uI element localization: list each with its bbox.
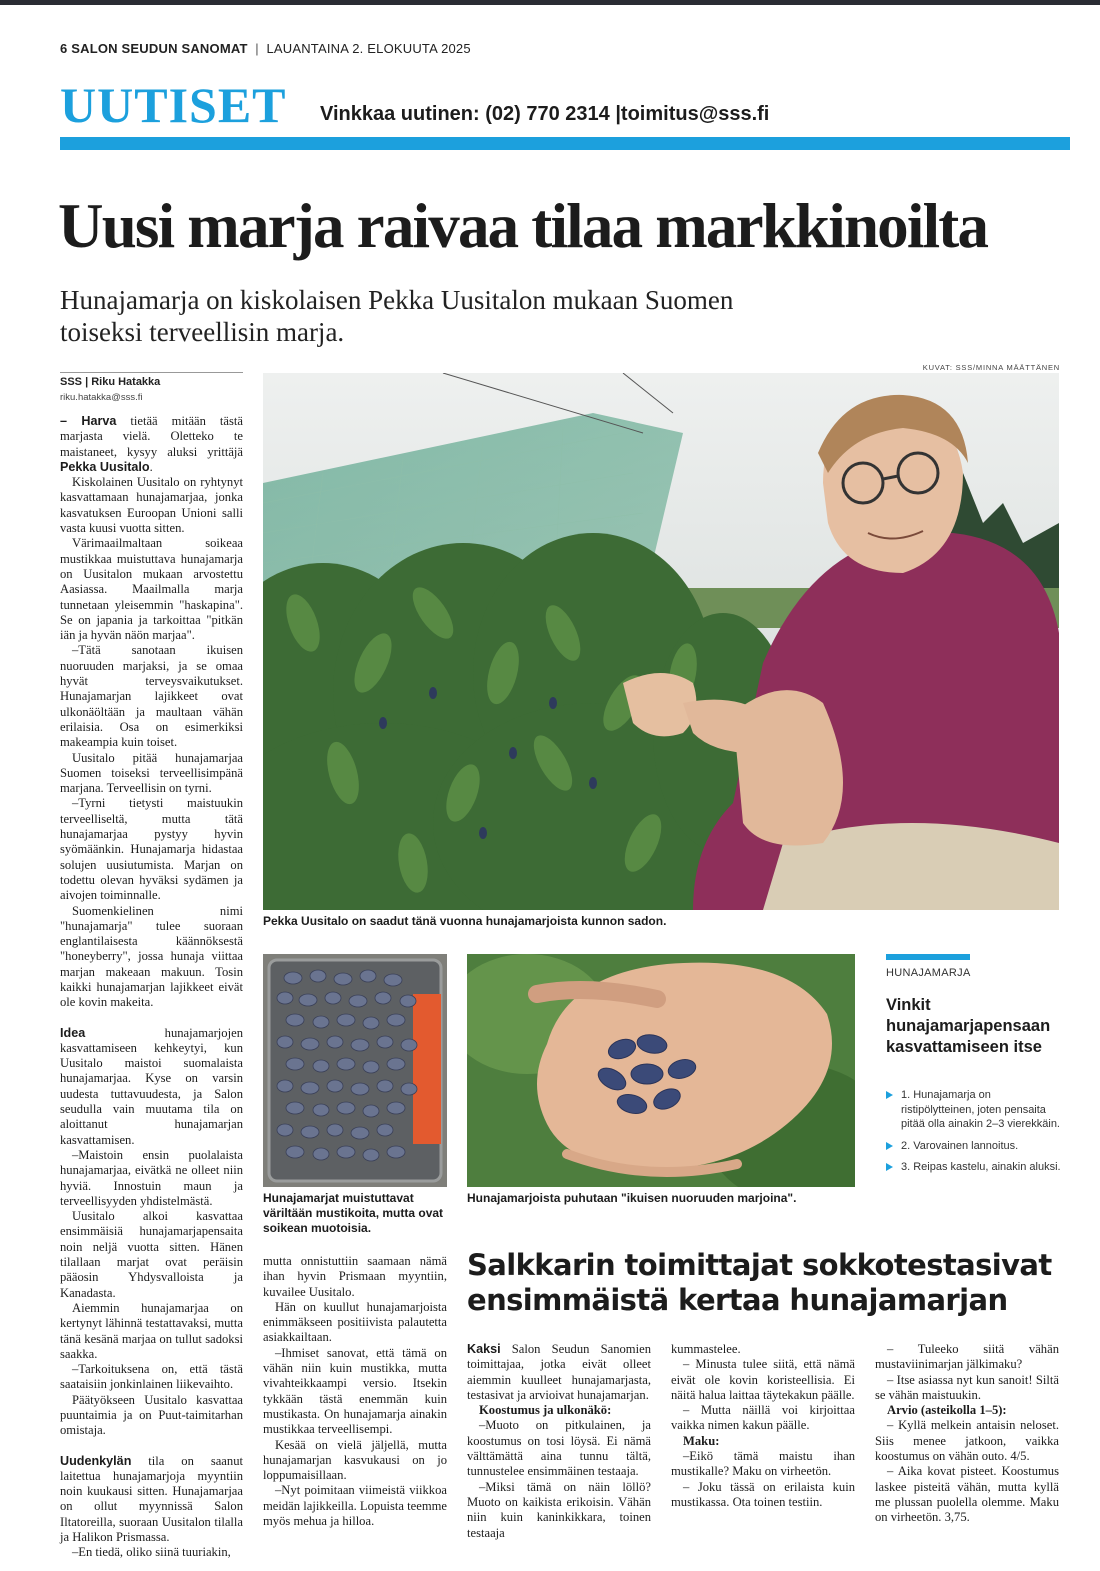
factbox-accent-bar	[886, 954, 970, 960]
lead-in: Idea	[60, 1025, 86, 1040]
basket-photo	[263, 954, 447, 1187]
hand-photo-caption: Hunajamarjoista puhutaan "ikuisen nuoruuden marjoina".	[467, 1191, 797, 1205]
hand-photo-image	[467, 954, 855, 1187]
news-tip-line: Vinkkaa uutinen: (02) 770 2314 |toimitus@sss.fi	[320, 103, 770, 125]
text: tila on saanut laitettua hunajamarjoja myyntiin noin kuukausi sitten. Hunajamarjaa on ollut myynnissä Salon Iltatoreilla, suoraan Uusitalon tilalla ja Halikon Prismassa.	[60, 1453, 243, 1545]
lead-in: Uudenkylän	[60, 1453, 132, 1468]
main-photo-image	[263, 373, 1059, 910]
lead-in: Kaksi	[467, 1342, 501, 1356]
paragraph: – Tuleeko siitä vähän mustaviinimarjan jälkimaku?	[875, 1342, 1059, 1372]
paragraph: –Tätä sanotaan ikuisen nuoruuden marjaksi, ja se omaa hyvät terveysvaikutukset. Hunajamarjan lajikkeet ovat ulkonäöltään ja maultaan vähän erilaisia. Osa on esimerkiksi makeampia kuin toiset.	[60, 643, 243, 750]
byline: SSS | Riku Hatakka	[60, 376, 161, 388]
paragraph: – Minusta tulee siitä, että nämä eivät ole kovin koristeellisia. Ei näitä halua laittaa täytekakun päälle.	[671, 1357, 855, 1402]
paragraph: –Tyrni tietysti maistuukin terveelliseltä, mutta tätä hunajamarjaa pystyy hyvin syömäänkin. Hunajamarja hidastaa solujen uusiutumista. Marjan on todettu olevan hyväksi sydämen ja aivojen toiminnalle.	[60, 796, 243, 903]
byline-rule	[60, 372, 243, 373]
paragraph: –Maistoin ensin puolalaista hunajamarjaa, eivätkä ne olleet niin hyviä. Innostuin maun ja terveellisyyden yhdistelmästä.	[60, 1147, 243, 1208]
body-column-1	[60, 414, 243, 1561]
paragraph: – Mutta näillä voi kirjoittaa vaikka nimen kakun päälle.	[671, 1403, 855, 1433]
paragraph: – Kyllä melkein antaisin neloset. Siis menee jatkoon, vaikka koostumus on vähän outo. 4/5.	[875, 1418, 1059, 1464]
paragraph: Uusitalo alkoi kasvattaa ensimmäisiä hunajamarjapensaita noin neljä vuotta sitten. Hänen tilallaan marjat ovat peräisin pääosin Yhdysvalloista ja Kanadasta.	[60, 1209, 243, 1300]
hand-photo	[467, 954, 855, 1187]
side-story-headline: Salkkarin toimittajat sokkotestasivat ensimmäistä kertaa hunajamarjan	[467, 1248, 1052, 1317]
text: Salon Seudun Sanomien toimittajaa, jotka eivät olleet aiemmin kuulleet hunajamarjasta, testasivat ja arvioivat hunajamarjan.	[467, 1342, 651, 1402]
main-photo	[263, 373, 1059, 910]
paragraph: –Ihmiset sanovat, että tämä on vähän niin kuin mustikka, mutta vivahteikkaampi versio. Itsekin tykkään tästä enemmän kuin mustikasta. On hunajamarja ainakin mustikkaa terveellisempi.	[263, 1345, 447, 1437]
subheading: Maku:	[683, 1433, 720, 1448]
factbox-item	[886, 1139, 1061, 1154]
headline: Uusi marja raivaa tilaa markkinoilta	[58, 191, 988, 261]
folio-line	[60, 41, 471, 56]
paragraph: Kiskolainen Uusitalo on ryhtynyt kasvattamaan hunajamarjaa, jonka kasvatuksen Euroopan Unioni salli vasta kuusi vuotta sitten.	[60, 475, 243, 536]
factbox-item	[886, 1160, 1061, 1175]
paragraph: –Eikö tämä maistu ihan mustikalle? Maku on virheetön.	[671, 1449, 855, 1479]
section-rule	[60, 137, 1070, 150]
paragraph	[60, 1454, 243, 1546]
triangle-bullet-icon	[886, 1091, 893, 1099]
triangle-bullet-icon	[886, 1163, 893, 1171]
text: tietää mitään tästä marjasta vielä. Oletteko te maistaneet, kysyy aluksi yrittäjä	[60, 414, 244, 459]
paragraph: –Nyt poimitaan viimeistä viikkoa meidän lajikkeilla. Lopuista teemme myös mehua ja hilloa.	[263, 1483, 447, 1529]
factbox-kicker: HUNAJAMARJA	[886, 967, 971, 979]
paragraph: Kesää on vielä jäljellä, mutta hunajamarjan kasvukausi on jo loppumaisillaan.	[263, 1437, 447, 1483]
triangle-bullet-icon	[886, 1142, 893, 1150]
paper-name: SALON SEUDUN SANOMAT	[71, 41, 248, 56]
paragraph: –Miksi tämä on näin löllö? Muoto on kaikista erikoisin. Vähän niin kuin kaninkikkara, toinen testaaja	[467, 1479, 651, 1540]
paragraph: – Itse asiassa nyt kun sanoit! Siltä se vähän maistuukin.	[875, 1372, 1059, 1402]
page-number: 6	[60, 41, 68, 56]
paragraph: Hän on kuullut hunajamarjoista enimmäkseen positiivista palautetta asiakkailtaan.	[263, 1299, 447, 1345]
paragraph: kummastelee.	[671, 1342, 741, 1356]
paragraph: Suomenkielinen nimi "hunajamarja" tulee suoraan englantilaisesta käännöksestä "honeyberry", jossa hunaja viittaa marjan makeaan makuun. Tosin kaikki hunajamarjan lajikkeet eivät ole kovin makeita.	[60, 903, 243, 1010]
paragraph	[60, 414, 243, 475]
paragraph: –Muoto on pitkulainen, ja koostumus on tosi löysä. Ei nämä välttämättä aina tunnu tältä, tunnustelee ensimmäinen testaaja.	[467, 1418, 651, 1479]
paragraph: –Tarkoituksena on, että tästä saataisiin jonkinlainen liikevaihto.	[60, 1362, 243, 1392]
photo-credit: KUVAT: SSS/MINNA MÄÄTTÄNEN	[922, 363, 1060, 372]
text: hunajamarjojen kasvattamiseen kehkeytyi, kun Uusitalo maistoi suomalaista hunajamarjaa. Kyse on varsin uudesta tuttavuudesta, ja Salon seudulla vain muutama tila on aloittanut hunajamarjan kasvattamisen.	[60, 1025, 243, 1147]
side-column-3	[875, 1342, 1059, 1526]
section-title: UUTISET	[60, 77, 287, 133]
subheading: Koostumus ja ulkonäkö:	[479, 1403, 612, 1418]
paragraph: Värimaailmaltaan soikeaa mustikkaa muistuttava hunajamarja on Uusitalon mukaan arvostettu Aasiassa. Maailmalla marja tunnetaan yleisemmin "haskapina". Se on japania ja tarkoittaa "pitkän iän ja hyvän näön marjaa".	[60, 536, 243, 643]
factbox-item	[886, 1088, 1061, 1132]
factbox-title: Vinkit hunajamarjapensaan kasvattamiseen itse	[886, 996, 1051, 1056]
folio-separator: |	[255, 41, 259, 56]
author-email: riku.hatakka@sss.fi	[60, 392, 143, 403]
text: .	[149, 459, 153, 474]
side-column-1	[467, 1342, 651, 1541]
basket-photo-image	[263, 954, 447, 1187]
paragraph	[60, 1026, 243, 1148]
factbox-item-text: 2. Varovainen lannoitus.	[901, 1139, 1019, 1152]
paragraph	[467, 1342, 651, 1403]
dek: Hunajamarja on kiskolaisen Pekka Uusitalon mukaan Suomen toiseksi terveellisin marja.	[60, 285, 734, 347]
paragraph: mutta onnistuttiin saamaan nämä ihan hyvin Prismaan myyntiin, kuvailee Uusitalo.	[263, 1254, 447, 1299]
person-name: Pekka Uusitalo	[60, 459, 150, 474]
top-border	[0, 0, 1100, 5]
paragraph: Aiemmin hunajamarjaa on kertynyt lähinnä testattavaksi, mutta tänä kesänä marjaa on tullut sadoksi saakka.	[60, 1300, 243, 1361]
factbox-item-text: 1. Hunajamarja on ristipölytteinen, joten pensaita pitää olla ainakin 2–3 vierekkäin.	[901, 1089, 1060, 1131]
factbox-list	[886, 1088, 1061, 1182]
body-column-2	[263, 1254, 447, 1529]
paragraph: – Aika kovat pisteet. Koostumus laskee pisteitä vähän, mutta kyllä me plussan puolella olemme. Maku on virheetön. 3,75.	[875, 1464, 1059, 1525]
lead-in: – Harva	[60, 414, 117, 428]
main-photo-caption: Pekka Uusitalo on saadut tänä vuonna hunajamarjoista kunnon sadon.	[263, 914, 667, 928]
subheading: Arvio (asteikolla 1–5):	[887, 1403, 1007, 1418]
basket-photo-caption: Hunajamarjat muistuttavat väriltään mustikoita, mutta ovat soikean muotoisia.	[263, 1191, 444, 1235]
paragraph: Uusitalo pitää hunajamarjaa Suomen toiseksi terveellisimpänä marjana. Terveellisin on tyrni.	[60, 750, 243, 796]
paragraph: –En tiedä, oliko siinä tuuriakin,	[72, 1545, 231, 1560]
side-column-2	[671, 1342, 855, 1510]
issue-date: LAUANTAINA 2. ELOKUUTA 2025	[266, 41, 471, 56]
factbox-item-text: 3. Reipas kastelu, ainakin aluksi.	[901, 1161, 1061, 1174]
paragraph: Päätyökseen Uusitalo kasvattaa puuntaimia ja on Puut-taimitarhan omistaja.	[60, 1392, 243, 1438]
paragraph: – Joku tässä on erilaista kuin mustikassa. Ota toinen testiin.	[671, 1479, 855, 1509]
